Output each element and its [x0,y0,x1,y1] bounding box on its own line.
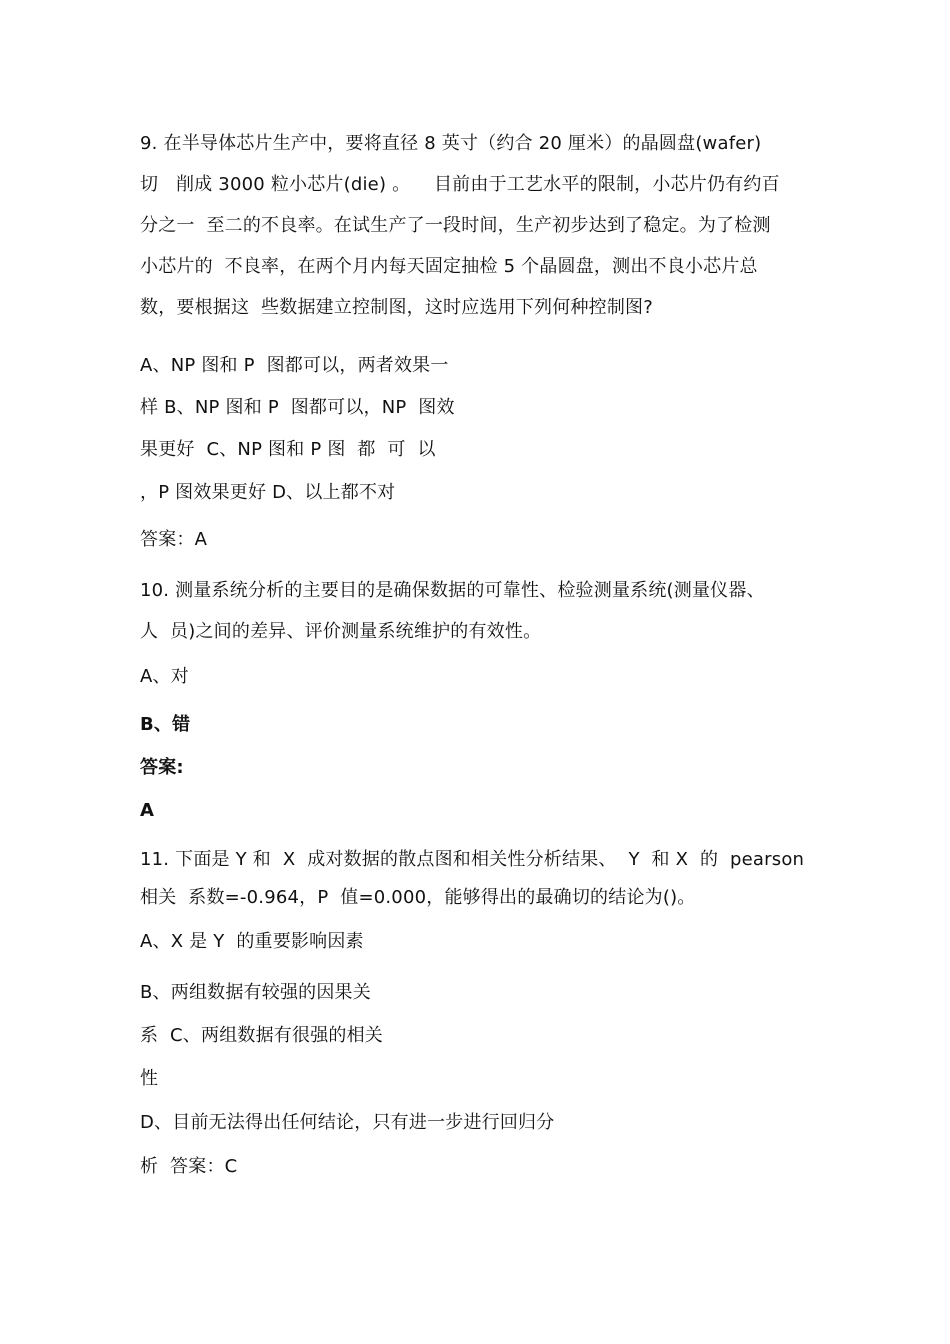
question-9-line-4: 小芯片的 不良率，在两个月内每天固定抽检 5 个晶圆盘，测出不良小芯片总 [140,256,758,277]
question-11-line-2: 相关 系数=-0.964，P 值=0.000，能够得出的最确切的结论为()。 [140,887,696,908]
question-10-line-1: 10. 测量系统分析的主要目的是确保数据的可靠性、检验测量系统(测量仪器、 [140,580,765,601]
question-9-option-line-4: ，P 图效果更好 D、以上都不对 [140,482,396,503]
question-11-option-line-2: B、两组数据有较强的因果关 [140,982,371,1003]
question-9-line-5: 数，要根据这 些数据建立控制图，这时应选用下列何种控制图? [140,297,653,318]
question-11-option-line-5: D、目前无法得出任何结论，只有进一步进行回归分 [140,1112,555,1133]
question-9-option-line-2: 样 B、NP 图和 P 图都可以，NP 图效 [140,397,455,418]
question-11-line-1: 11. 下面是 Y 和 X 成对数据的散点图和相关性分析结果、 Y 和 X 的 pearson [140,849,805,870]
question-10-option-a: A、对 [140,666,189,687]
question-11-option-line-4: 性 [140,1068,159,1089]
question-11-option-line-1: A、X 是 Y 的重要影响因素 [140,931,364,952]
question-9-option-line-3: 果更好 C、NP 图和 P 图 都 可 以 [140,439,436,460]
question-9-line-3: 分之一 至二的不良率。在试生产了一段时间，生产初步达到了稳定。为了检测 [140,215,771,236]
question-10-line-2: 人 员)之间的差异、评价测量系统维护的有效性。 [140,621,542,642]
question-9-option-line-1: A、NP 图和 P 图都可以，两者效果一 [140,355,449,376]
question-9-line-1: 9. 在半导体芯片生产中，要将直径 8 英寸（约合 20 厘米）的晶圆盘(wafer) [140,133,762,154]
question-11-option-line-3: 系 C、两组数据有很强的相关 [140,1025,384,1046]
question-10-option-b: B、错 [140,714,191,735]
question-9-line-2: 切 削成 3000 粒小芯片(die) 。 目前由于工艺水平的限制，小芯片仍有约百 [140,174,780,195]
question-10-answer-label: 答案: [140,757,184,778]
question-10-answer-value: A [140,800,155,821]
question-9-answer: 答案：A [140,529,208,550]
question-11-option-line-6: 析 答案：C [140,1156,238,1177]
